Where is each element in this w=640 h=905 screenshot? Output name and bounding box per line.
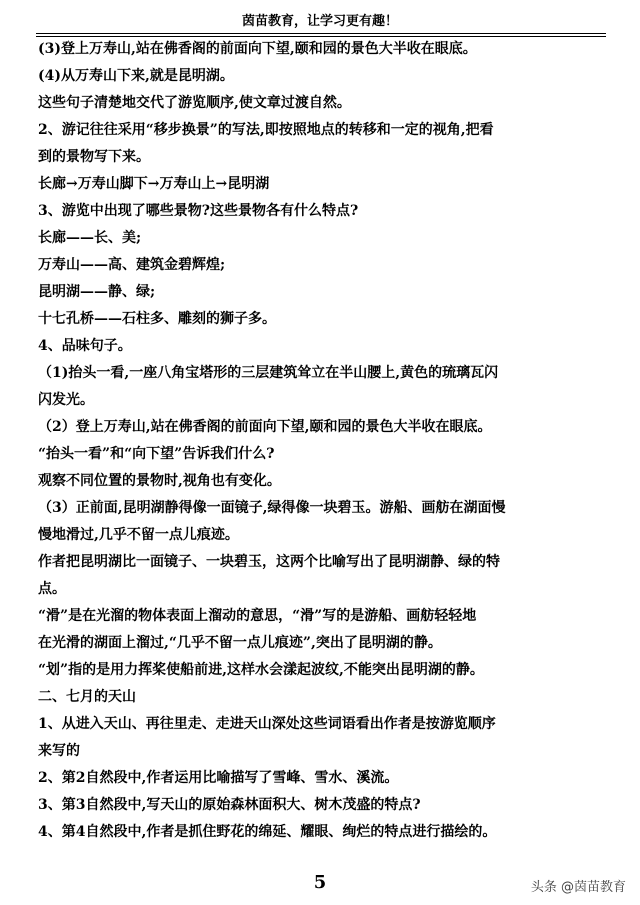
text-line: “抬头一看”和“向下望”告诉我们什么? xyxy=(38,446,275,462)
document-body xyxy=(38,38,608,841)
text-line: 长廊→万寿山脚下→万寿山上→昆明湖 xyxy=(38,176,270,192)
text-line: 这些句子清楚地交代了游览顺序,使文章过渡自然。 xyxy=(38,95,351,111)
text-line: 昆明湖——静、绿; xyxy=(38,284,156,300)
text-line: 长廊——长、美; xyxy=(38,230,142,246)
text-line: 十七孔桥——石柱多、雕刻的狮子多。 xyxy=(38,311,276,327)
text-line: 4、第4自然段中,作者是抓住野花的绵延、耀眼、绚烂的特点进行描绘的。 xyxy=(38,824,497,840)
text-line: “滑”是在光溜的物体表面上溜动的意思，“滑”写的是游船、画舫轻轻地 xyxy=(38,608,477,624)
text-line: 2、游记往往采用“移步换景”的写法,即按照地点的转移和一定的视角,把看 xyxy=(38,122,494,138)
text-line: 点。 xyxy=(38,581,66,597)
text-line: （3）正前面,昆明湖静得像一面镜子,绿得像一块碧玉。游船、画舫在湖面慢 xyxy=(38,500,506,516)
text-line: (4)从万寿山下来,就是昆明湖。 xyxy=(38,68,234,84)
text-line: 4、品味句子。 xyxy=(38,338,132,354)
text-line: （2）登上万寿山,站在佛香阁的前面向下望,颐和园的景色大半收在眼底。 xyxy=(38,419,492,435)
text-line: 观察不同位置的景物时,视角也有变化。 xyxy=(38,473,281,489)
text-line: 3、游览中出现了哪些景物?这些景物各有什么特点? xyxy=(38,203,359,219)
text-line: 闪发光。 xyxy=(38,392,94,408)
text-line: 1、从进入天山、再往里走、走进天山深处这些词语看出作者是按游览顺序 xyxy=(38,716,496,732)
watermark: 头条 @茵苗教育 xyxy=(530,880,626,895)
page-header: 茵苗教育，让学习更有趣！ xyxy=(241,14,398,29)
text-line: 到的景物写下来。 xyxy=(38,149,150,165)
text-line: （1)抬头一看,一座八角宝塔形的三层建筑耸立在半山腰上,黄色的琉璃瓦闪 xyxy=(38,365,499,381)
header-rule-top xyxy=(36,33,606,34)
text-line: 作者把昆明湖比一面镜子、一块碧玉，这两个比喻写出了昆明湖静、绿的特 xyxy=(38,554,500,570)
text-line: (3)登上万寿山,站在佛香阁的前面向下望,颐和园的景色大半收在眼底。 xyxy=(38,41,477,57)
text-line: 慢地滑过,几乎不留一点儿痕迹。 xyxy=(38,527,239,543)
page-number: 5 xyxy=(313,872,327,893)
text-line: 来写的 xyxy=(38,743,80,759)
text-line: 二、七月的天山 xyxy=(38,689,136,705)
text-line: 万寿山——高、建筑金碧辉煌; xyxy=(38,257,226,273)
text-line: 2、第2自然段中,作者运用比喻描写了雪峰、雪水、溪流。 xyxy=(38,770,399,786)
text-line: “划”指的是用力挥桨使船前进,这样水会漾起波纹,不能突出昆明湖的静。 xyxy=(38,662,484,678)
text-line: 在光滑的湖面上溜过,“几乎不留一点儿痕迹”,突出了昆明湖的静。 xyxy=(38,635,442,651)
text-line: 3、第3自然段中,写天山的原始森林面积大、树木茂盛的特点? xyxy=(38,797,421,813)
header-rule-bottom xyxy=(36,36,606,37)
